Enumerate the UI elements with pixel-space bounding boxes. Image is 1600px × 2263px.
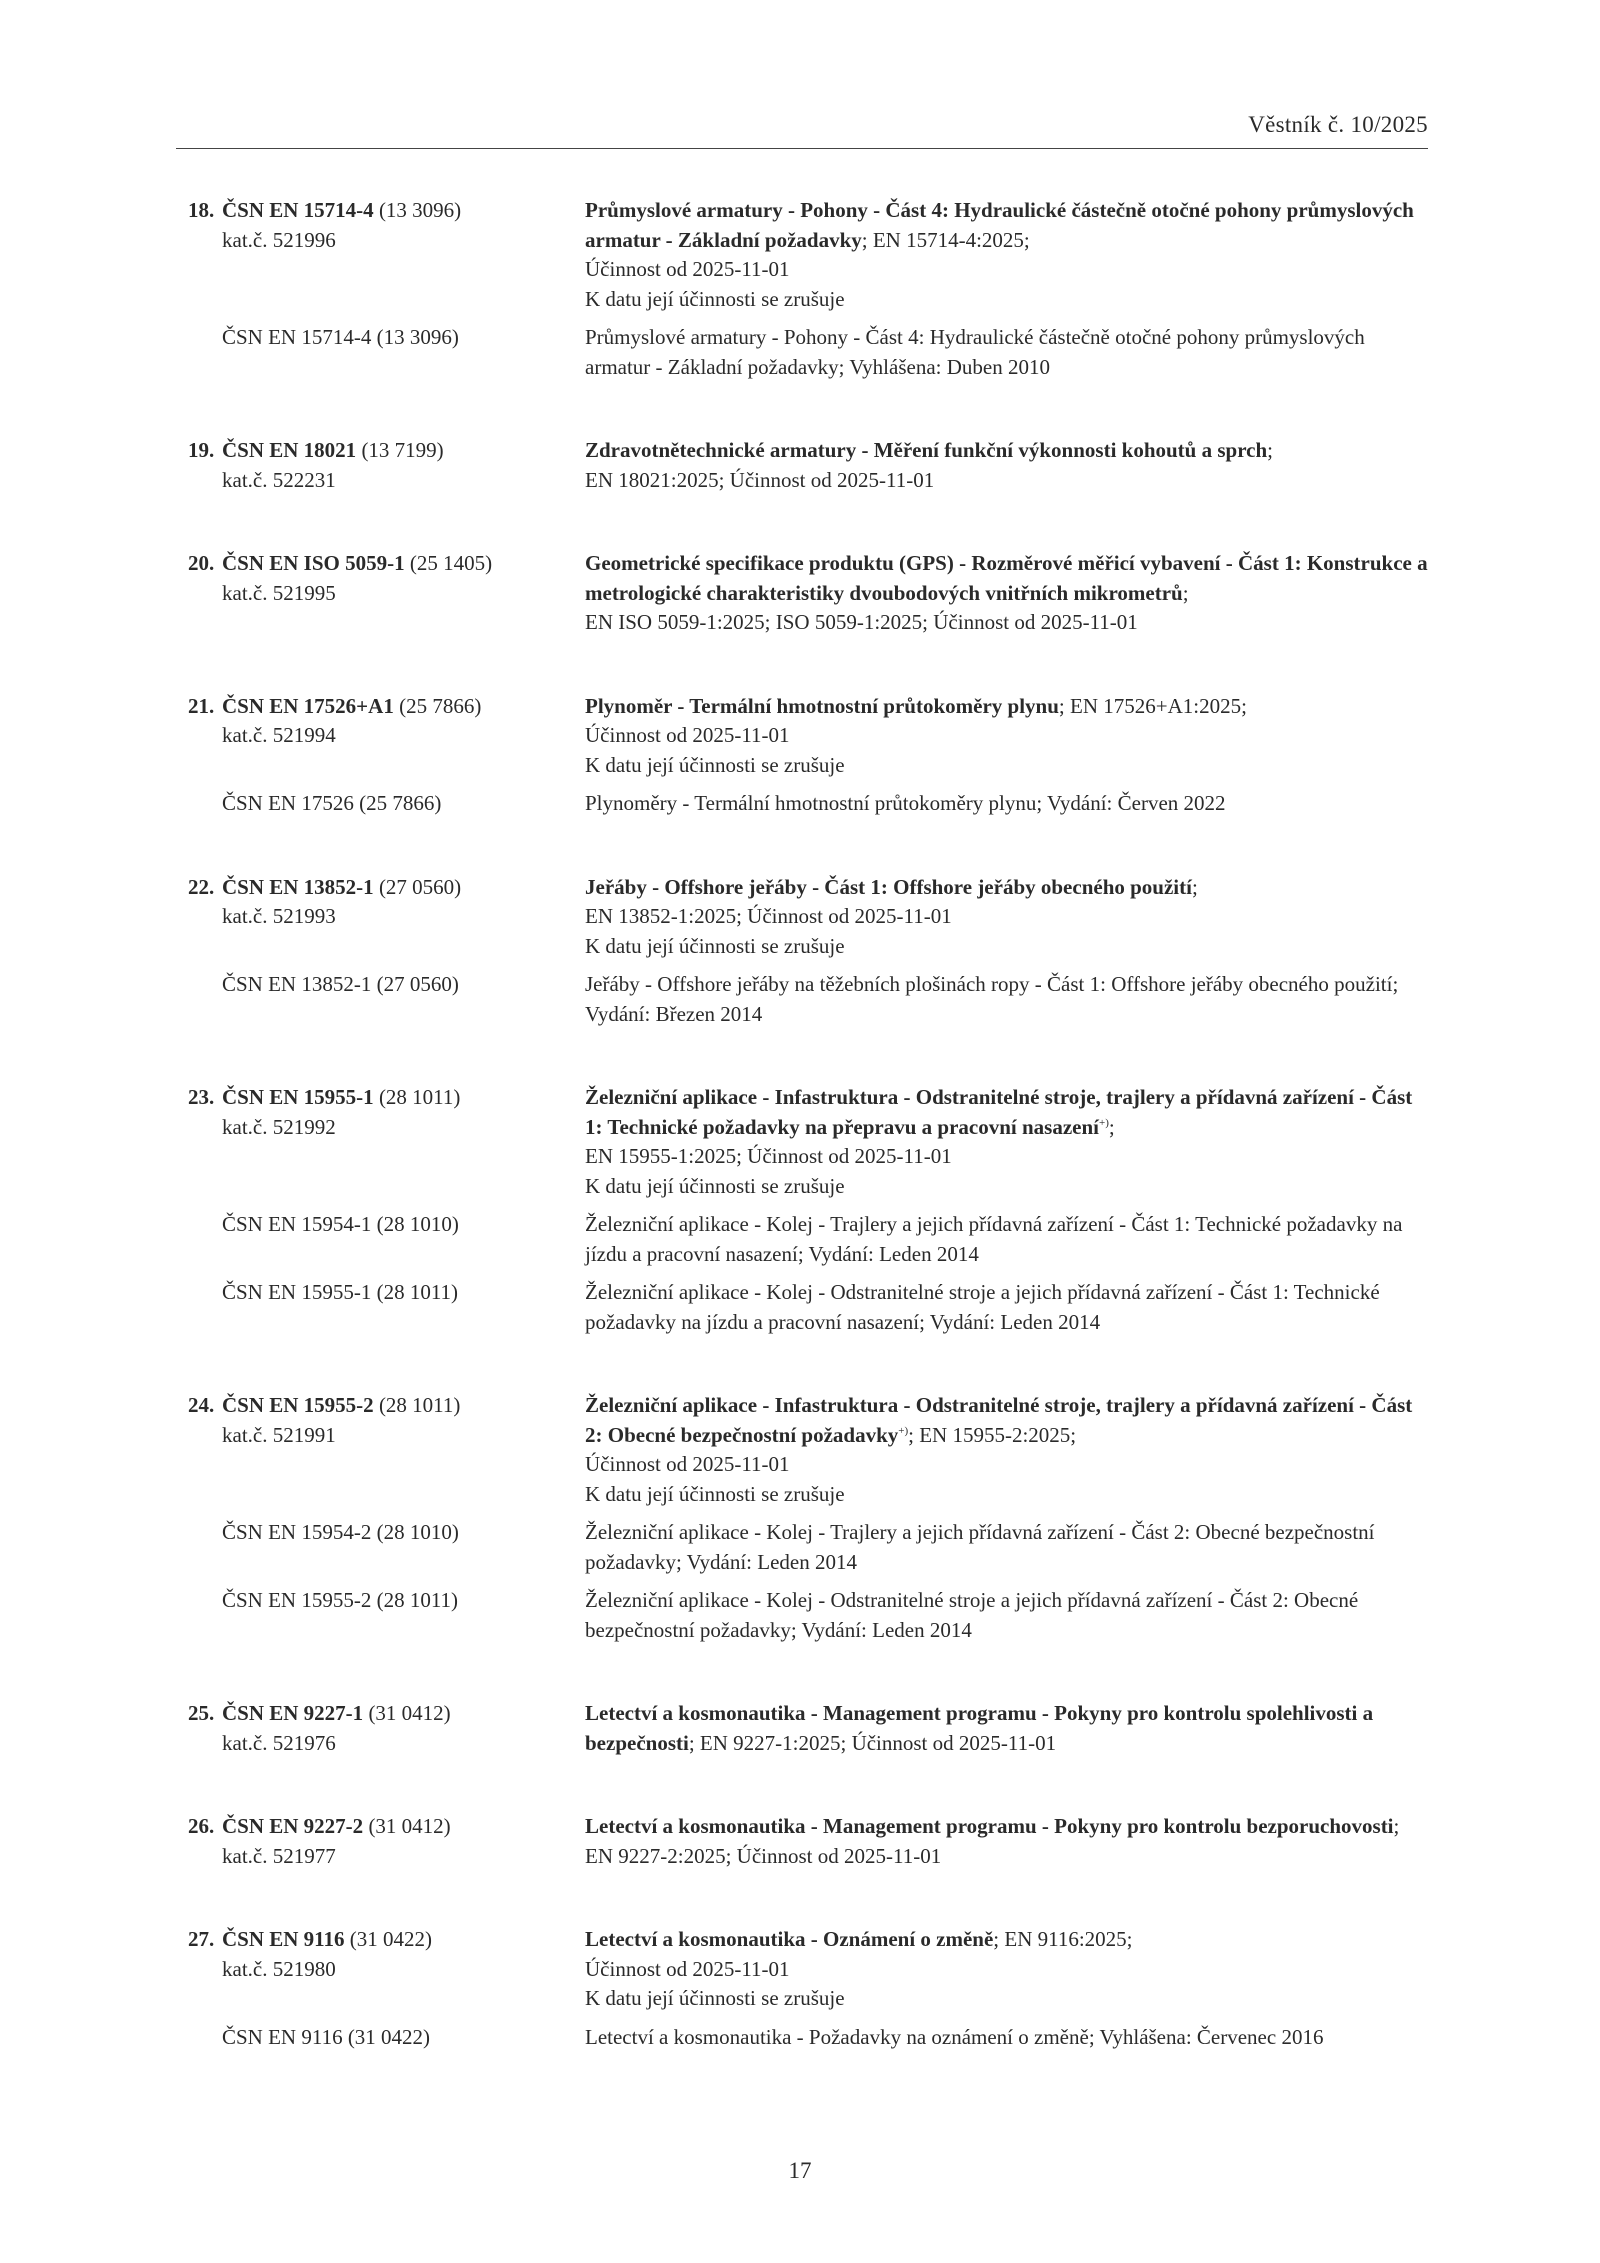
replaced-standard — [188, 2023, 1428, 2053]
catalog-number: kat.č. 521980 — [222, 1956, 336, 1981]
entry-number: 21. — [188, 693, 215, 718]
entry-description — [585, 549, 1428, 638]
entry-description — [585, 1925, 1428, 2014]
replaced-description: Železniční aplikace - Kolej - Trajlery a jejich přídavná zařízení - Část 2: Obecné bezpečnostní požadavky; Vydání: Leden 2014 — [585, 1520, 1375, 1574]
entry-description — [585, 196, 1428, 314]
standard-code: ČSN EN 17526+A1 — [222, 693, 394, 718]
standard-code: ČSN EN ISO 5059-1 — [222, 551, 405, 575]
catalog-number: kat.č. 521991 — [222, 1422, 336, 1447]
standard-title: Letectví a kosmonautika - Oznámení o změně — [585, 1927, 994, 1951]
standard-entry — [188, 1699, 1428, 1758]
standard-entry — [188, 692, 1428, 819]
footnote-marker: +) — [898, 1424, 909, 1437]
standard-tail: ; EN 9227-1:2025; Účinnost od 2025-11-01 — [688, 1730, 1057, 1755]
standard-tail: ; EN 9227-2:2025; Účinnost od 2025-11-01 — [585, 1814, 1400, 1868]
entry-description — [585, 1812, 1428, 1871]
replaced-standard — [188, 1278, 1428, 1337]
replaced-code: ČSN EN 15954-1 (28 1010) — [222, 1212, 459, 1236]
catalog-number: kat.č. 521996 — [222, 227, 336, 252]
standard-entry — [188, 1391, 1428, 1645]
entry-main — [188, 1699, 1428, 1758]
standard-entry — [188, 436, 1428, 495]
replaced-code: ČSN EN 17526 (25 7866) — [222, 791, 442, 815]
entry-description — [585, 692, 1428, 781]
entry-detail-line: K datu její účinnosti se zrušuje — [585, 752, 845, 777]
entry-main — [188, 1083, 1428, 1201]
standard-tail: ; — [1191, 874, 1198, 899]
entry-main — [188, 549, 1428, 638]
classification-code: (28 1011) — [378, 1085, 461, 1109]
entry-identifier — [188, 1699, 585, 1758]
standard-title: Železniční aplikace - Infastruktura - Odstranitelné stroje, trajlery a přídavná zařízení - Část 1: Technické požadavky na přepravu a pracovní nasazení — [585, 1085, 1413, 1139]
entry-detail-line: EN 18021:2025; Účinnost od 2025-11-01 — [585, 467, 935, 492]
standard-code: ČSN EN 15714-4 — [222, 198, 374, 222]
entry-identifier — [188, 436, 585, 495]
standard-entry — [188, 549, 1428, 638]
standard-entry — [188, 1083, 1428, 1337]
standard-code: ČSN EN 9227-2 — [222, 1814, 364, 1838]
entry-number: 26. — [188, 1814, 215, 1838]
catalog-number: kat.č. 521994 — [222, 723, 336, 747]
entry-detail-line: K datu její účinnosti se zrušuje — [585, 286, 845, 311]
classification-code: (13 3096) — [378, 198, 462, 222]
replaced-code: ČSN EN 15954-2 (28 1010) — [222, 1520, 459, 1544]
standard-tail: ; EN 17526+A1:2025; — [1058, 693, 1247, 718]
replaced-code: ČSN EN 15714-4 (13 3096) — [222, 325, 459, 349]
standards-list — [188, 196, 1428, 2106]
entry-number: 25. — [188, 1701, 215, 1725]
replaced-description: Železniční aplikace - Kolej - Trajlery a jejich přídavná zařízení - Část 1: Technické požadavky na jízdu a pracovní nasazení; Vydání: Leden 2014 — [585, 1212, 1403, 1266]
page-header — [176, 112, 1428, 149]
entry-number: 23. — [188, 1085, 215, 1109]
page-number: 17 — [788, 2158, 812, 2183]
entry-main — [188, 436, 1428, 495]
entry-detail-line: EN ISO 5059-1:2025; ISO 5059-1:2025; Účinnost od 2025-11-01 — [585, 610, 1138, 634]
classification-code: (13 7199) — [361, 438, 444, 462]
standard-title: Letectví a kosmonautika - Management programu - Pokyny pro kontrolu bezporuchovosti — [585, 1814, 1394, 1838]
classification-code: (25 7866) — [399, 693, 482, 718]
replaced-code: ČSN EN 15955-2 (28 1011) — [222, 1588, 459, 1612]
standard-code: ČSN EN 15955-2 — [222, 1393, 374, 1417]
catalog-number: kat.č. 521977 — [222, 1843, 336, 1868]
entry-identifier — [188, 873, 585, 962]
entry-number: 20. — [188, 551, 215, 575]
classification-code: (27 0560) — [378, 874, 462, 899]
classification-code: (31 0422) — [349, 1927, 433, 1951]
replaced-code: ČSN EN 15955-1 (28 1011) — [222, 1280, 459, 1304]
entry-detail-line: Účinnost od 2025-11-01 — [585, 723, 790, 747]
replaced-description: Železniční aplikace - Kolej - Odstranitelné stroje a jejich přídavná zařízení - Část 1: Technické požadavky na jízdu a pracovní nasazení; Vydání: Leden 2014 — [585, 1280, 1380, 1334]
standard-entry — [188, 1812, 1428, 1871]
replaced-standard — [188, 1586, 1428, 1645]
entry-detail-line: K datu její účinnosti se zrušuje — [585, 1986, 845, 2010]
entry-identifier — [188, 196, 585, 314]
standard-code: ČSN EN 15955-1 — [222, 1085, 374, 1109]
replaced-code: ČSN EN 13852-1 (27 0560) — [222, 972, 459, 996]
replaced-standard — [188, 1210, 1428, 1269]
standard-title: Železniční aplikace - Infastruktura - Odstranitelné stroje, trajlery a přídavná zařízení - Část 2: Obecné bezpečnostní požadavky — [585, 1393, 1413, 1447]
entry-identifier — [188, 1083, 585, 1201]
replaced-standard — [188, 789, 1428, 819]
entry-description — [585, 1391, 1428, 1509]
entry-main — [188, 1925, 1428, 2014]
standard-title: Průmyslové armatury - Pohony - Část 4: Hydraulické částečně otočné pohony průmyslových armatur - Základní požadavky — [585, 198, 1414, 252]
standard-title: Plynoměr - Termální hmotnostní průtokoměry plynu — [585, 693, 1059, 718]
catalog-number: kat.č. 521992 — [222, 1114, 336, 1139]
catalog-number: kat.č. 522231 — [222, 467, 336, 492]
entry-number: 24. — [188, 1393, 215, 1417]
entry-main — [188, 692, 1428, 781]
replaced-standard — [188, 970, 1428, 1029]
standard-tail: ; EN 9116:2025; — [993, 1927, 1133, 1951]
standard-title: Jeřáby - Offshore jeřáby - Část 1: Offshore jeřáby obecného použití — [585, 874, 1192, 899]
replaced-description: Plynoměry - Termální hmotnostní průtokoměry plynu; Vydání: Červen 2022 — [585, 791, 1226, 815]
entry-number: 22. — [188, 874, 215, 899]
classification-code: (31 0412) — [368, 1701, 451, 1725]
entry-identifier — [188, 549, 585, 638]
entry-detail-line: K datu její účinnosti se zrušuje — [585, 1173, 845, 1198]
standard-tail: ; — [1267, 438, 1273, 462]
entry-detail-line: Účinnost od 2025-11-01 — [585, 1956, 790, 1981]
classification-code: (31 0412) — [368, 1814, 451, 1838]
entry-identifier — [188, 1812, 585, 1871]
entry-detail-line: EN 13852-1:2025; Účinnost od 2025-11-01 — [585, 904, 952, 928]
entry-main — [188, 1812, 1428, 1871]
entry-number: 27. — [188, 1927, 215, 1951]
classification-code: (25 1405) — [409, 551, 493, 575]
entry-identifier — [188, 1925, 585, 2014]
standard-code: ČSN EN 9116 — [222, 1927, 345, 1951]
entry-detail-line: Účinnost od 2025-11-01 — [585, 1452, 790, 1476]
entry-number: 19. — [188, 438, 215, 462]
entry-number: 18. — [188, 198, 215, 222]
entry-description — [585, 1083, 1428, 1201]
publication-title: Věstník č. 10/2025 — [1248, 112, 1428, 137]
replaced-description: Letectví a kosmonautika - Požadavky na oznámení o změně; Vyhlášena: Červenec 2016 — [585, 2024, 1324, 2049]
entry-detail-line: K datu její účinnosti se zrušuje — [585, 1481, 845, 1506]
standard-tail: ; — [1182, 580, 1189, 605]
standard-title: Geometrické specifikace produktu (GPS) - Rozměrové měřicí vybavení - Část 1: Konstrukce a metrologické charakteristiky dvoubodových vnitřních mikrometrů — [585, 551, 1428, 605]
entry-description — [585, 873, 1428, 962]
standard-code: ČSN EN 18021 — [222, 438, 357, 462]
replaced-description: Průmyslové armatury - Pohony - Část 4: Hydraulické částečně otočné pohony průmyslových armatur - Základní požadavky; Vyhlášena: Duben 2010 — [585, 325, 1365, 379]
entry-detail-line: K datu její účinnosti se zrušuje — [585, 933, 845, 958]
standard-entry — [188, 196, 1428, 382]
entry-main — [188, 1391, 1428, 1509]
standard-entry — [188, 1925, 1428, 2052]
entry-description — [585, 436, 1428, 495]
footnote-marker: +) — [1098, 1116, 1109, 1129]
entry-main — [188, 873, 1428, 962]
standard-tail: ; — [1108, 1114, 1115, 1139]
standard-entry — [188, 873, 1428, 1030]
catalog-number: kat.č. 521995 — [222, 580, 336, 605]
standard-code: ČSN EN 9227-1 — [222, 1701, 364, 1725]
entry-identifier — [188, 1391, 585, 1509]
standard-tail: ; EN 15714-4:2025; — [861, 227, 1030, 252]
entry-main — [188, 196, 1428, 314]
replaced-description: Železniční aplikace - Kolej - Odstranitelné stroje a jejich přídavná zařízení - Část 2: Obecné bezpečnostní požadavky; Vydání: Leden 2014 — [585, 1588, 1359, 1642]
standard-title: Letectví a kosmonautika - Management programu - Pokyny pro kontrolu spolehlivosti a bezpečnosti — [585, 1701, 1374, 1755]
replaced-code: ČSN EN 9116 (31 0422) — [222, 2024, 431, 2049]
standard-tail: ; EN 15955-2:2025; — [908, 1422, 1077, 1447]
entry-identifier — [188, 692, 585, 781]
entry-detail-line: Účinnost od 2025-11-01 — [585, 257, 790, 281]
replaced-standard — [188, 1518, 1428, 1577]
catalog-number: kat.č. 521993 — [222, 904, 336, 928]
entry-description — [585, 1699, 1428, 1758]
standard-code: ČSN EN 13852-1 — [222, 874, 374, 899]
replaced-standard — [188, 323, 1428, 382]
classification-code: (28 1011) — [378, 1393, 461, 1417]
replaced-description: Jeřáby - Offshore jeřáby na těžebních plošinách ropy - Část 1: Offshore jeřáby obecného použití; Vydání: Březen 2014 — [585, 972, 1399, 1026]
standard-title: Zdravotnětechnické armatury - Měření funkční výkonnosti kohoutů a sprch — [585, 438, 1268, 462]
entry-detail-line: EN 15955-1:2025; Účinnost od 2025-11-01 — [585, 1144, 952, 1168]
catalog-number: kat.č. 521976 — [222, 1730, 336, 1755]
